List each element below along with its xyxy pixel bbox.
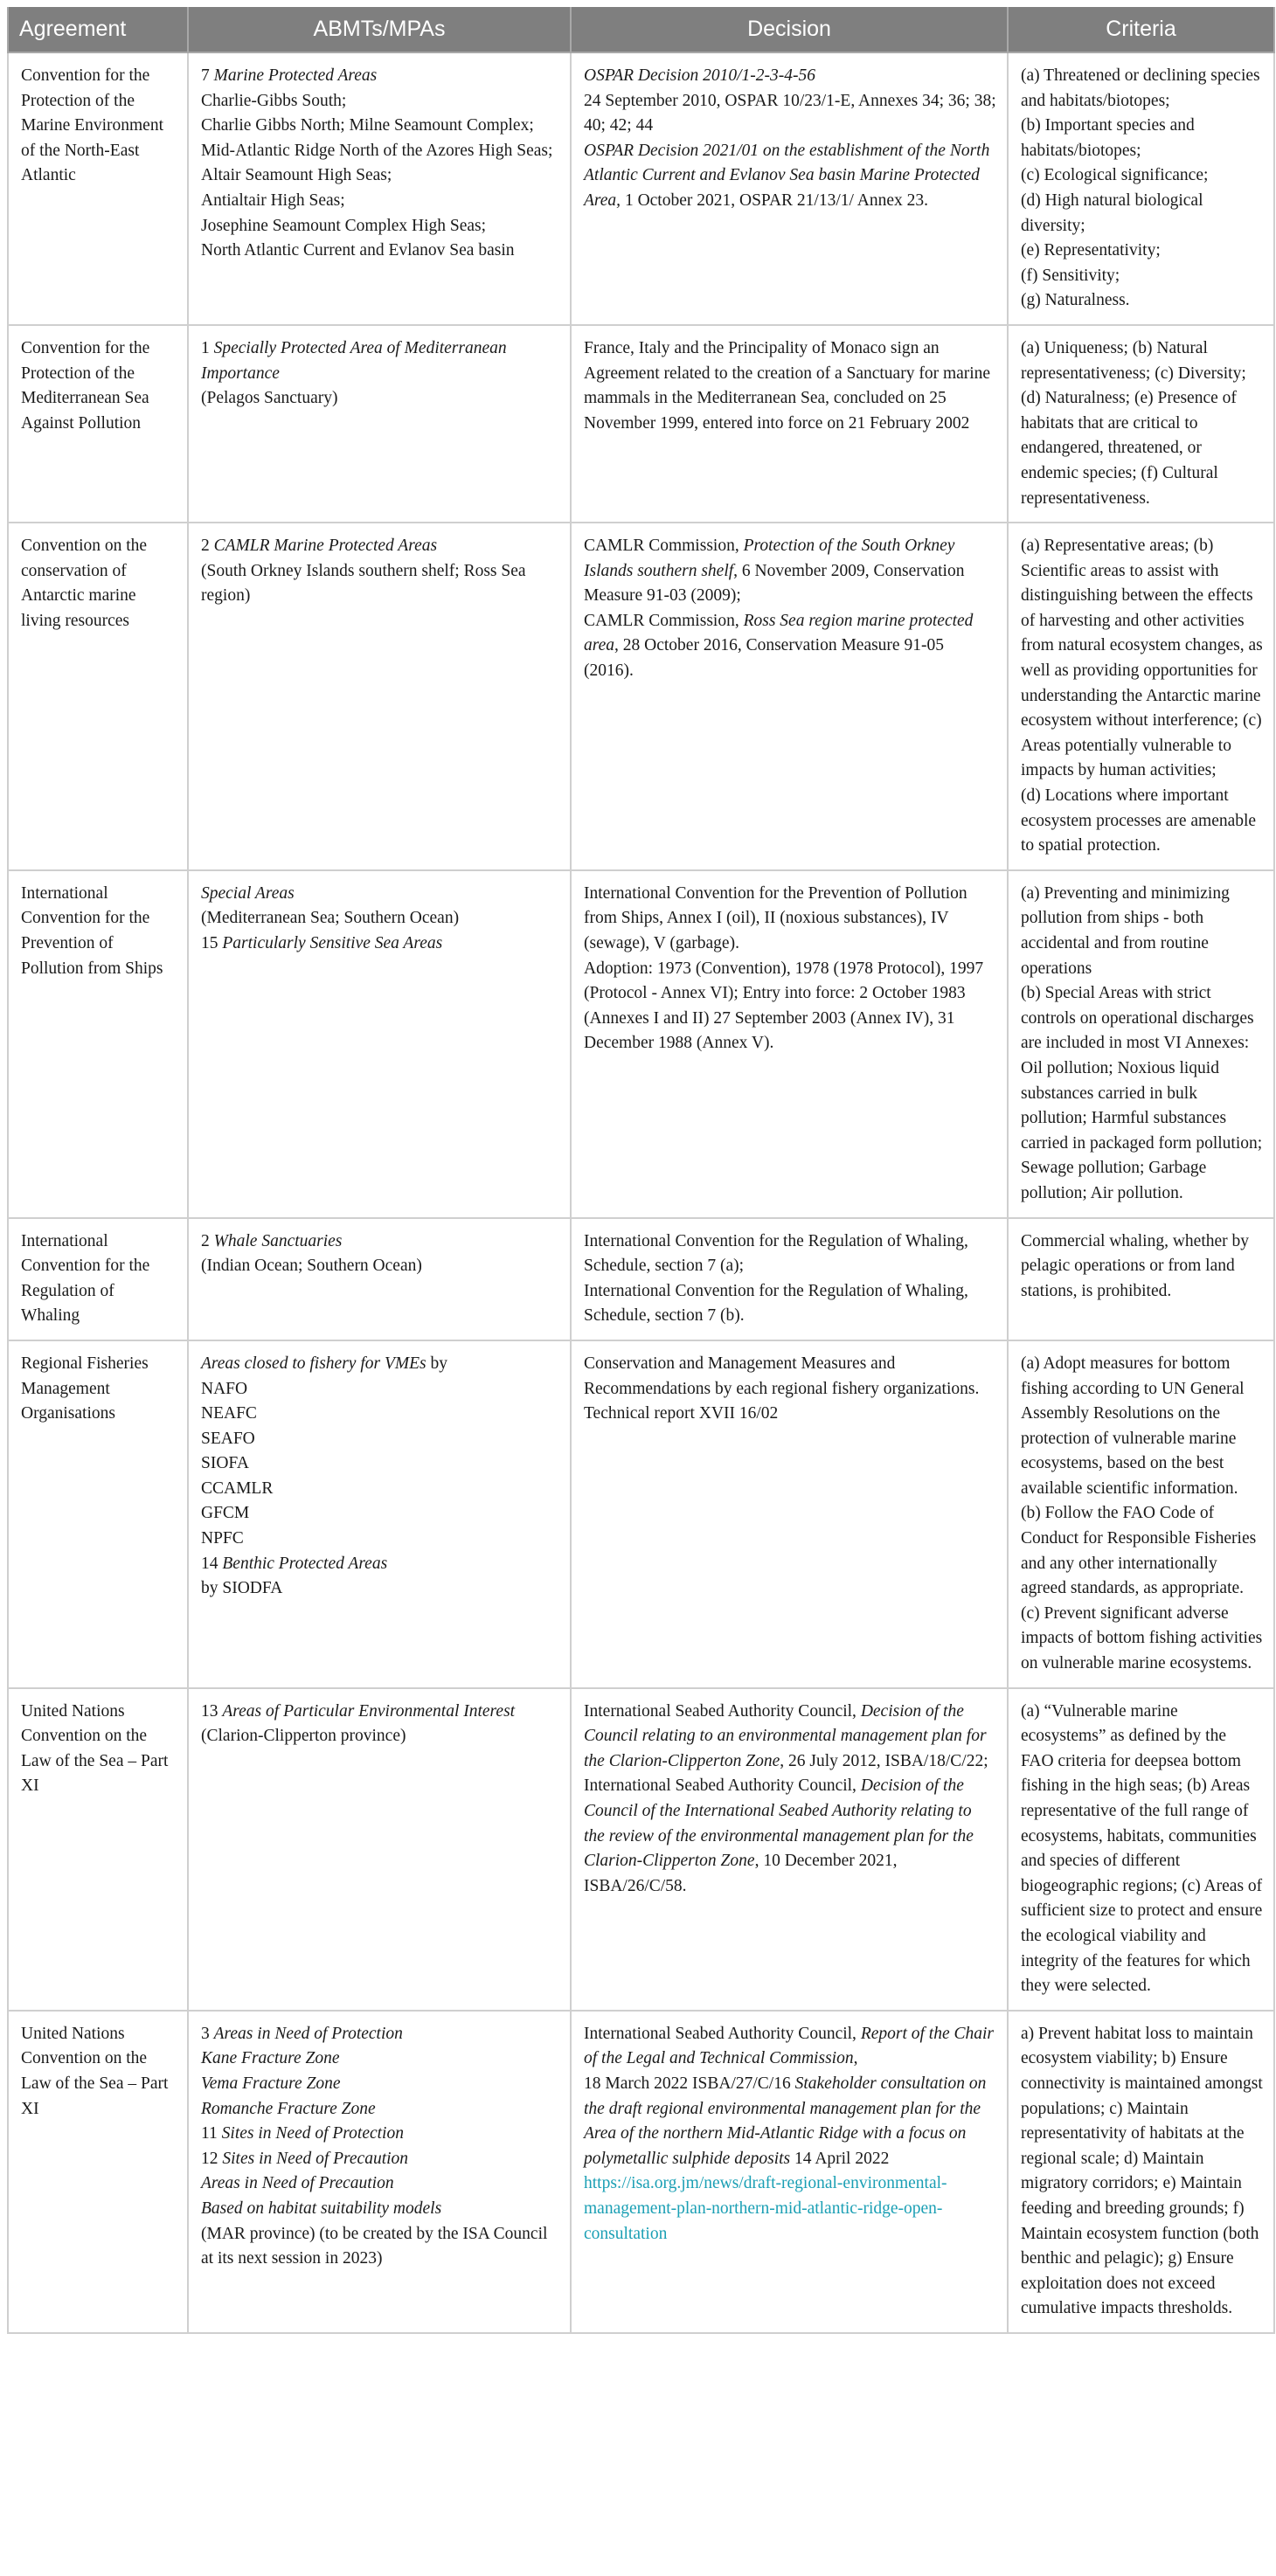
cell-abmts-mpas-segment: Antialtair High Seas; [201, 190, 345, 210]
cell-criteria-segment: (d) Locations where important ecosystem processes are amenable to spatial protection. [1021, 786, 1257, 855]
cell-criteria-segment: (d) High natural biological diversity; [1021, 190, 1203, 235]
cell-abmts-mpas-segment: NPFC [201, 1529, 244, 1548]
cell-abmts-mpas-segment: Based on habitat suitability models [201, 2199, 442, 2218]
cell-criteria-segment: (a) Threatened or declining species and habitats/biotopes; [1021, 66, 1260, 110]
cell-agreement-text: United Nations Convention on the Law of the Sea – Part XI [21, 1701, 169, 1796]
cell-abmts-mpas-segment: North Atlantic Current and Evlanov Sea basin [201, 241, 515, 260]
cell-abmts-mpas-segment: Whale Sanctuaries [213, 1231, 343, 1250]
cell-abmts-mpas-segment: 2 [201, 537, 214, 556]
header-agreement: Agreement [8, 7, 188, 52]
cell-decision-segment: CAMLR Commission, [584, 537, 744, 556]
cell-agreement-text: Convention for the Protection of the Marine Environment of the North-East Atlantic [21, 66, 163, 185]
cell-agreement [8, 523, 188, 870]
cell-abmts-mpas-segment: (Clarion-Clipperton province) [201, 1727, 406, 1746]
cell-decision [571, 1340, 1008, 1688]
table-row [8, 325, 1274, 523]
cell-abmts-mpas-segment: NEAFC [201, 1404, 257, 1423]
cell-decision-segment: International Seabed Authority Council, [584, 1701, 861, 1721]
cell-abmts-mpas-segment: (Indian Ocean; Southern Ocean) [201, 1257, 422, 1276]
cell-decision [571, 2011, 1008, 2333]
cell-abmts-mpas-segment: 12 [201, 2149, 223, 2168]
cell-decision-segment: International Seabed Authority Council, [584, 1776, 861, 1796]
cell-criteria-segment: (a) Uniqueness; (b) Natural representativeness; (c) Diversity; (d) Naturalness; (e) Presence of habitats that are critical to endangered, threatened, or endemic species; (f) Cultural representativeness. [1021, 338, 1246, 508]
cell-decision-segment: Report of the Chair of the Legal and Technical Commission [584, 2024, 995, 2068]
cell-abmts-mpas-segment: CAMLR Marine Protected Areas [213, 537, 438, 556]
cell-decision-segment: International Convention for the Regulation of Whaling, Schedule, section 7 (b). [584, 1281, 968, 1326]
cell-decision-segment: Decision of the Council of the International Seabed Authority relating to the review of the environmental management plan for the Clarion-Clipperton Zone [584, 1776, 974, 1871]
cell-criteria-segment: (c) Prevent significant adverse impacts of bottom fishing activities on vulnerable marine ecosystems. [1021, 1603, 1263, 1673]
cell-decision-segment: CAMLR Commission, [584, 611, 744, 630]
cell-criteria-segment: (e) Representativity; [1021, 241, 1161, 260]
cell-abmts-mpas-segment: 7 [201, 66, 214, 85]
cell-decision-segment: OSPAR Decision 2010/1-2-3-4-56 [584, 66, 816, 85]
cell-abmts-mpas [188, 1688, 571, 2011]
cell-criteria [1008, 1688, 1274, 2011]
table-row [8, 2011, 1274, 2333]
cell-abmts-mpas-segment: 14 [201, 1554, 223, 1573]
cell-abmts-mpas-segment: Charlie-Gibbs South; [201, 91, 347, 110]
cell-criteria-segment: (c) Ecological significance; [1021, 166, 1209, 185]
cell-decision-segment: International Seabed Authority Council, [584, 2024, 861, 2043]
cell-decision-segment: 14 April 2022 [790, 2149, 890, 2168]
cell-agreement-text: United Nations Convention on the Law of the Sea – Part XI [21, 2024, 169, 2118]
cell-decision-segment: Ross Sea region marine protected area [584, 611, 974, 655]
table-row [8, 52, 1274, 325]
cell-criteria-segment: a) Prevent habitat loss to maintain ecosystem viability; b) Ensure connectivity is maintained amongst populations; c) Maintain representativity of habitats at the regional scale; d) Maintain migratory corridors; e) Maintain feeding and breeding grounds; f) Maintain ecosystem function (both benthic and pelagic); g) Ensure exploitation does not exceed cumulative impacts thresholds. [1021, 2024, 1263, 2318]
cell-agreement-text: Regional Fisheries Management Organisations [21, 1354, 149, 1423]
cell-abmts-mpas-segment: by SIODFA [201, 1579, 283, 1598]
table-row [8, 1340, 1274, 1688]
cell-criteria [1008, 52, 1274, 325]
cell-decision [571, 325, 1008, 523]
cell-abmts-mpas-segment: Vema Fracture Zone [201, 2074, 341, 2093]
cell-abmts-mpas-segment: GFCM [201, 1504, 250, 1523]
cell-abmts-mpas [188, 325, 571, 523]
cell-decision-segment: , 6 November 2009, Conservation Measure 91-03 (2009); [584, 561, 965, 606]
cell-agreement [8, 1688, 188, 2011]
cell-criteria-segment: Commercial whaling, whether by pelagic operations or from land stations, is prohibited. [1021, 1231, 1250, 1300]
cell-abmts-mpas-segment: Specially Protected Area of Mediterranean Importance [201, 338, 507, 383]
cell-abmts-mpas-segment: Areas in Need of Precaution [201, 2174, 394, 2193]
cell-criteria-segment: (b) Follow the FAO Code of Conduct for Responsible Fisheries and any other internationally agreed standards, as appropriate. [1021, 1504, 1257, 1598]
cell-criteria-segment: (a) Adopt measures for bottom fishing according to UN General Assembly Resolutions on the protection of vulnerable marine ecosystems, based on the best available scientific information. [1021, 1354, 1245, 1498]
cell-decision-segment: International Convention for the Prevention of Pollution from Ships, Annex I (oil), II (noxious substances), IV (sewage), V (garbage). [584, 883, 967, 952]
table-header-row [8, 7, 1274, 52]
cell-decision-segment: International Convention for the Regulation of Whaling, Schedule, section 7 (a); [584, 1231, 968, 1276]
cell-decision-segment: OSPAR Decision 2021/01 on the establishment of the North Atlantic Current and Evlanov Sea basin Marine Protected Area, [584, 141, 990, 210]
cell-agreement [8, 1340, 188, 1688]
cell-agreement [8, 2011, 188, 2333]
cell-abmts-mpas-segment: SEAFO [201, 1429, 255, 1448]
cell-abmts-mpas-segment: SIOFA [201, 1454, 249, 1473]
cell-abmts-mpas-segment: Particularly Sensitive Sea Areas [222, 934, 443, 952]
cell-criteria [1008, 1218, 1274, 1340]
cell-criteria-segment: (g) Naturalness. [1021, 291, 1130, 310]
cell-decision-segment: Decision of the Council relating to an environmental management plan for the Clarion-Clipperton Zone [584, 1701, 987, 1770]
cell-decision-segment: , [853, 2049, 858, 2068]
cell-decision-segment: Adoption: 1973 (Convention), 1978 (1978 Protocol), 1997 (Protocol - Annex VI); Entry into force: 2 October 1983 (Annexes I and II) 27 September 2003 (Annex IV), 31 December 1988 (Annex V). [584, 959, 984, 1053]
cell-decision-segment: Conservation and Management Measures and Recommendations by each regional fishery organizations. [584, 1354, 980, 1398]
header-criteria: Criteria [1008, 7, 1274, 52]
cell-decision-segment: Protection of the South Orkney Islands southern shelf [584, 537, 955, 580]
decision-link[interactable]: https://isa.org.jm/news/draft-regional-environmental-management-plan-northern-mid-atlantic-ridge-open-consultation [584, 2174, 947, 2243]
cell-abmts-mpas-segment: Areas closed to fishery for VMEs [201, 1354, 426, 1373]
cell-abmts-mpas-segment: (MAR province) (to be created by the ISA Council at its next session in 2023) [201, 2224, 548, 2268]
cell-abmts-mpas-segment: Charlie Gibbs North; Milne Seamount Complex; [201, 116, 534, 135]
cell-criteria [1008, 870, 1274, 1218]
cell-agreement-text: Convention on the conservation of Antarctic marine living resources [21, 537, 148, 630]
cell-abmts-mpas-segment: Areas of Particular Environmental Interest [222, 1701, 516, 1721]
cell-abmts-mpas-segment: 3 [201, 2024, 214, 2043]
cell-decision-segment: Stakeholder consultation on the draft regional environmental management plan for the Area of the northern Mid-Atlantic Ridge with a focus on polymetallic sulphide deposits [584, 2074, 987, 2168]
cell-criteria-segment: (f) Sensitivity; [1021, 266, 1120, 285]
cell-abmts-mpas-segment: Kane Fracture Zone [201, 2049, 340, 2068]
cell-agreement [8, 1218, 188, 1340]
cell-abmts-mpas-segment: by [426, 1354, 447, 1373]
cell-abmts-mpas-segment: 15 [201, 934, 223, 952]
cell-criteria-segment: (a) “Vulnerable marine ecosystems” as defined by the FAO criteria for deepsea bottom fishing in the high seas; (b) Areas representative of the full range of ecosystems, habitats, communities and species of different biogeographic regions; (c) Areas of sufficient size to protect and ensure the ecological viability and integrity of the features for which they were selected. [1021, 1701, 1263, 1996]
table-row [8, 1218, 1274, 1340]
cell-decision-segment: 18 March 2022 ISBA/27/C/16 [584, 2074, 795, 2093]
cell-abmts-mpas-segment: NAFO [201, 1379, 248, 1398]
cell-criteria [1008, 2011, 1274, 2333]
cell-abmts-mpas-segment: 13 [201, 1701, 223, 1721]
cell-decision-segment: 24 September 2010, OSPAR 10/23/1-E, Annexes 34; 36; 38; 40; 42; 44 [584, 91, 996, 135]
cell-abmts-mpas-segment: (Pelagos Sanctuary) [201, 389, 338, 408]
cell-abmts-mpas-segment: Josephine Seamount Complex High Seas; [201, 216, 487, 235]
header-abmts-mpas: ABMTs/MPAs [188, 7, 571, 52]
cell-abmts-mpas [188, 2011, 571, 2333]
cell-criteria [1008, 325, 1274, 523]
cell-abmts-mpas-segment: Romanche Fracture Zone [201, 2099, 376, 2118]
cell-decision [571, 52, 1008, 325]
cell-abmts-mpas [188, 523, 571, 870]
cell-decision-segment: , 28 October 2016, Conservation Measure 91-05 (2016). [584, 636, 944, 681]
cell-abmts-mpas-segment: Mid-Atlantic Ridge North of the Azores High Seas; [201, 141, 553, 160]
cell-abmts-mpas-segment: Benthic Protected Areas [222, 1554, 388, 1573]
cell-decision-segment: Technical report XVII 16/02 [584, 1404, 779, 1423]
cell-decision-segment: 1 October 2021, OSPAR 21/13/1/ Annex 23. [621, 190, 928, 210]
cell-agreement-text: International Convention for the Regulation of Whaling [21, 1231, 150, 1326]
cell-abmts-mpas-segment: 1 [201, 338, 214, 357]
cell-decision [571, 523, 1008, 870]
cell-abmts-mpas-segment: Sites in Need of Precaution [222, 2149, 409, 2168]
cell-decision [571, 1218, 1008, 1340]
cell-criteria-segment: (b) Special Areas with strict controls on operational discharges are included in most VI Annexes: Oil pollution; Noxious liquid substances carried in bulk pollution; Harmful substances carried in packaged form pollution; Sewage pollution; Garbage pollution; Air pollution. [1021, 984, 1263, 1202]
cell-decision-segment: , 10 December 2021, ISBA/26/C/58. [584, 1852, 898, 1895]
cell-abmts-mpas [188, 52, 571, 325]
cell-decision-segment: , 26 July 2012, ISBA/18/C/22; [780, 1751, 988, 1770]
cell-agreement [8, 870, 188, 1218]
cell-criteria-segment: (b) Important species and habitats/biotopes; [1021, 116, 1195, 160]
cell-agreement-text: Convention for the Protection of the Mediterranean Sea Against Pollution [21, 338, 150, 433]
abmt-mpa-table [7, 7, 1275, 2334]
cell-abmts-mpas-segment: Sites in Need of Protection [221, 2124, 404, 2143]
cell-decision [571, 870, 1008, 1218]
cell-criteria-segment: (a) Representative areas; (b) Scientific areas to assist with distinguishing between the effects of harvesting and other activities from natural ecosystem changes, as well as providing opportunities for understanding the Antarctic marine ecosystem without interference; (c) Areas potentially vulnerable to impacts by human activities; [1021, 537, 1263, 780]
cell-abmts-mpas-segment: Special Areas [201, 883, 295, 903]
cell-criteria [1008, 523, 1274, 870]
cell-abmts-mpas-segment: (Mediterranean Sea; Southern Ocean) [201, 909, 460, 928]
cell-abmts-mpas [188, 870, 571, 1218]
header-decision: Decision [571, 7, 1008, 52]
cell-abmts-mpas-segment: CCAMLR [201, 1478, 274, 1498]
cell-decision [571, 1688, 1008, 2011]
cell-criteria [1008, 1340, 1274, 1688]
cell-abmts-mpas-segment: 11 [201, 2124, 222, 2143]
cell-abmts-mpas-segment: (South Orkney Islands southern shelf; Ross Sea region) [201, 561, 526, 606]
cell-agreement [8, 325, 188, 523]
table-row [8, 523, 1274, 870]
cell-abmts-mpas-segment: 2 [201, 1231, 214, 1250]
cell-abmts-mpas-segment: Marine Protected Areas [213, 66, 378, 85]
cell-abmts-mpas-segment: Altair Seamount High Seas; [201, 166, 392, 185]
table-row [8, 870, 1274, 1218]
cell-abmts-mpas [188, 1218, 571, 1340]
cell-abmts-mpas-segment: Areas in Need of Protection [213, 2024, 403, 2043]
table-row [8, 1688, 1274, 2011]
cell-criteria-segment: (a) Preventing and minimizing pollution from ships - both accidental and from routine operations [1021, 883, 1230, 978]
cell-agreement-text: International Convention for the Prevention of Pollution from Ships [21, 883, 163, 978]
cell-abmts-mpas [188, 1340, 571, 1688]
cell-agreement [8, 52, 188, 325]
cell-decision-segment: France, Italy and the Principality of Monaco sign an Agreement related to the creation of a Sanctuary for marine mammals in the Mediterranean Sea, concluded on 25 November 1999, entered into force on 21 February 2002 [584, 338, 991, 433]
